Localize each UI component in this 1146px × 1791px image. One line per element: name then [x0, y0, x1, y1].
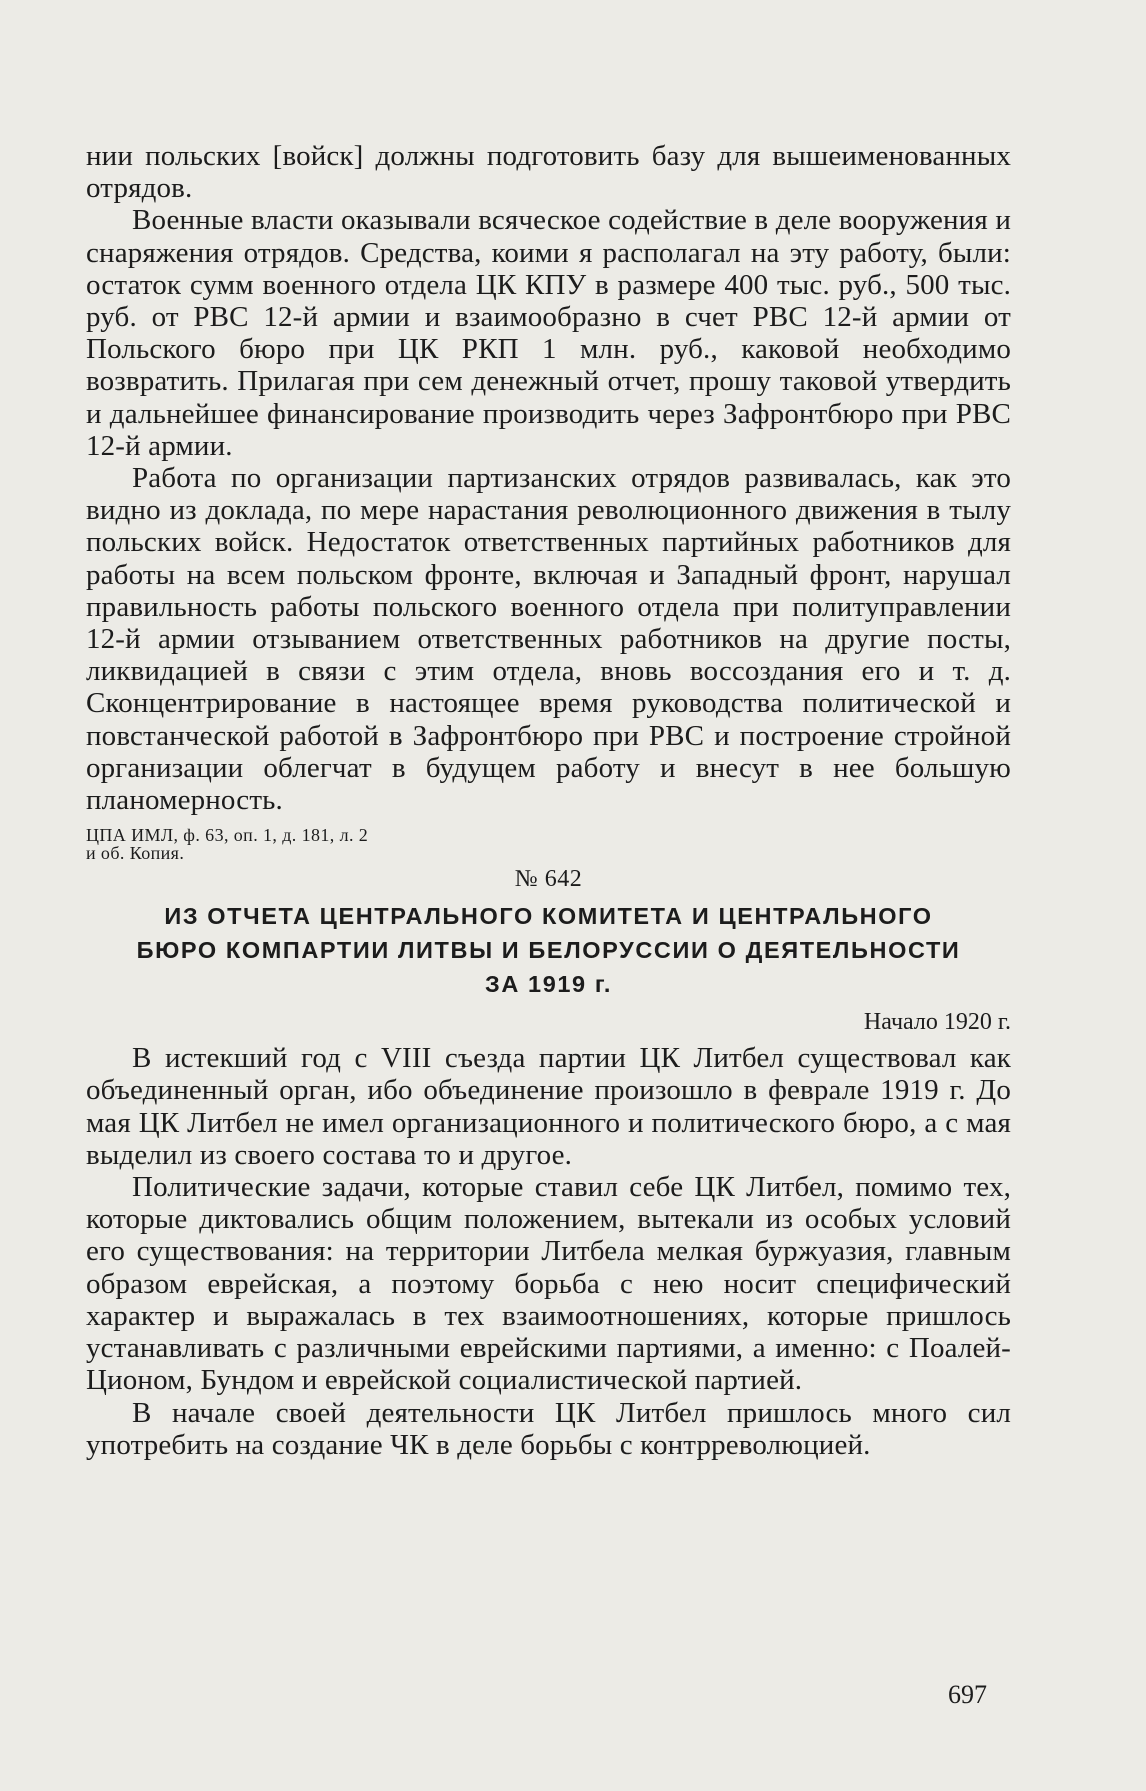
paragraph-political-tasks: Политические задачи, которые ставил себе ЦК Литбел, помимо тех, которые диктовались общим положением, вытекали из особых условий его существования: на территории Литбела мелкая буржуазия, главным образом еврейская, а поэтому борьба с нею носит специфический характер и выражалась в тех взаимоотношениях, которые пришлось устанавливать с различными еврейскими партиями, а именно: с Поалей-Ционом, Бундом и еврейской социалистической партией.: [86, 1171, 1011, 1397]
paragraph-cheka: В начале своей деятельности ЦК Литбел пришлось много сил употребить на создание ЧК в деле борьбы с контрреволюцией.: [86, 1396, 1011, 1461]
title-line-2: БЮРО КОМПАРТИИ ЛИТВЫ И БЕЛОРУССИИ О ДЕЯТЕЛЬНОСТИ: [136, 937, 961, 964]
paragraph-partisan-work: Работа по организации партизанских отрядов развивалась, как это видно из доклада, по мере нарастания революционного движения в тылу польских войск. Недостаток ответственных партийных работников для работы на всем польском фронте, включая и Западный фронт, нарушал правильность работы польского военного отдела при политуправлении 12-й армии отзыванием ответственных работников на другие посты, ликвидацией в связи с этим отдела, вновь воссоздания его и т. д. Сконцентрирование в настоящее время руководства политической и повстанческой работой в Зафронтбюро при РВС и построение стройной организации облегчат в будущем работу и внесут в нее большую планомерность.: [86, 462, 1011, 817]
archive-source: [86, 826, 1011, 862]
document-number: № 642: [514, 866, 583, 893]
paragraph-military-support: Военные власти оказывали всяческое содействие в деле вооружения и снаряжения отрядов. Средства, коими я располагал на эту работу, были: остаток сумм военного отдела ЦК КПУ в размере 400 тыс. руб., 500 тыс. руб. от РВС 12-й армии и взаимообразно в счет РВС 12-й армии от Польского бюро при ЦК РКП 1 млн. руб., каковой необходимо возвратить. Прилагая при сем денежный отчет, прошу таковой утвердить и дальнейшее финансирование производить через Зафронтбюро при РВС 12-й армии.: [86, 204, 1011, 462]
paragraph-ck-litbel: В истекший год с VIII съезда партии ЦК Литбел существовал как объединенный орган, ибо объединение произошло в феврале 1919 г. До мая ЦК Литбел не имел организационного и политического бюро, а с мая выделил из своего состава то и другое.: [86, 1042, 1011, 1171]
page-content: [86, 140, 1011, 1461]
title-line-1: ИЗ ОТЧЕТА ЦЕНТРАЛЬНОГО КОМИТЕТА И ЦЕНТРАЛЬНОГО: [164, 903, 933, 930]
paragraph-continuation: нии польских [войск] должны подготовить базу для вышеименованных отрядов.: [86, 140, 1011, 205]
source-line-2: и об. Копия.: [86, 843, 185, 864]
document-date: Начало 1920 г.: [863, 1009, 1011, 1036]
source-line-1: ЦПА ИМЛ, ф. 63, оп. 1, д. 181, л. 2: [86, 825, 369, 846]
document-title: [86, 899, 1011, 1001]
title-line-3: ЗА 1919 г.: [485, 971, 612, 998]
page-number: 697: [948, 1680, 987, 1709]
